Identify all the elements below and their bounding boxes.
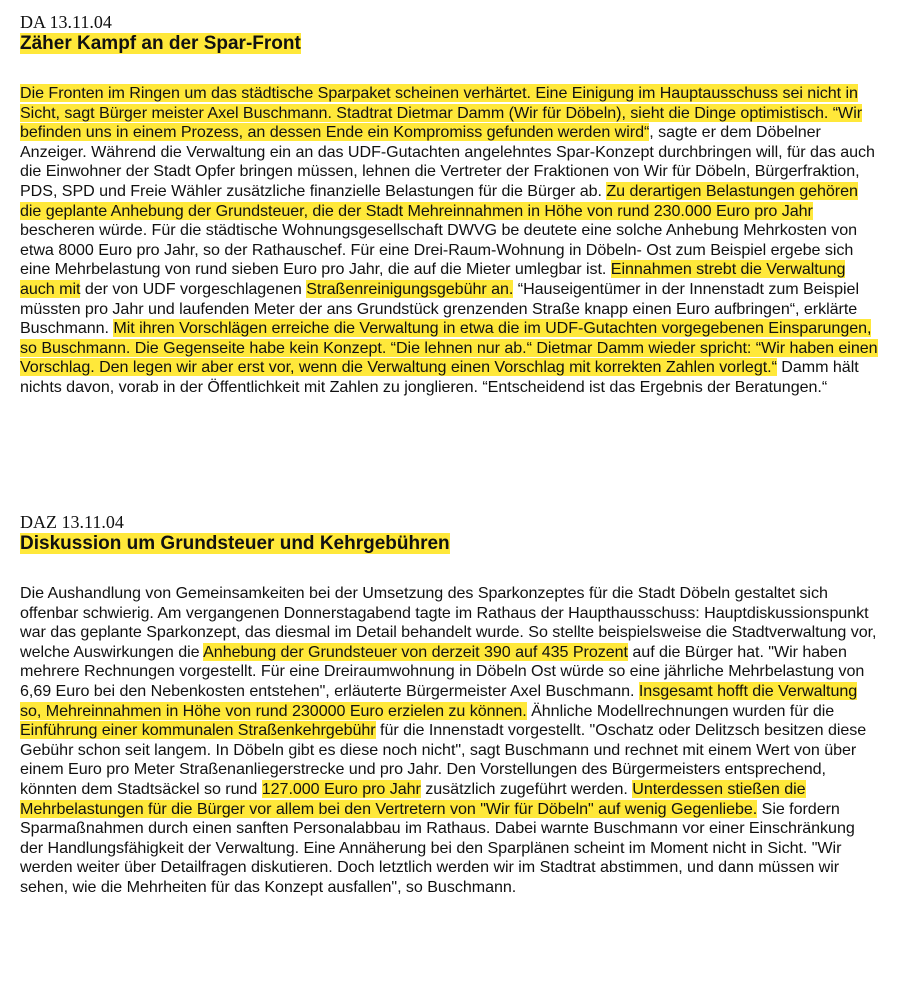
body-segment: zusätzlich zugeführt werden.: [420, 779, 633, 798]
body-segment: 127.000 Euro pro Jahr: [261, 779, 421, 798]
body-segment: “Hauseigentümer in der Innenstadt zum Beispiel müssten pro Jahr und laufenden Meter der ans Grundstück grenzenden Straße knapp einen Euro aufbringen“, erklärte Buschmann.: [20, 279, 859, 338]
body-segment: Die Aushandlung von Gemeinsamkeiten bei der Umsetzung des Sparkonzeptes für die Stadt Döbeln gestaltet sich offenbar schwierig. Am vergangenen Donnerstagabend tagte im Rathaus der Haupthausschuss: Hauptdiskussionspunkt war das geplante Sparkonzept, das diesmal im Detail behandelt wurde. So stellte beispielsweise die Stadtverwaltung vor, welche Auswirkungen die: [20, 584, 877, 661]
article-daz: [20, 512, 880, 898]
body-segment: Sie fordern Sparmaßnahmen durch einen sanften Personalabbau im Rathaus. Dabei warnte Buschmann vor einer Einschränkung der Handlungsfähigkeit der Verwaltung. Eine Annäherung bei den Sparplänen scheint im Moment nicht in Sicht. "Wir werden weiter über Detailfragen diskutieren. Doch letztlich werden wir im Stadtrat abstimmen, und dann müssen wir sehen, wie die Mehrheiten für das Konzept ausfallen", so Buschmann.: [20, 799, 855, 896]
body-segment: Zu derartigen Belastungen gehören die geplante Anhebung der Grundsteuer, die der Stadt Mehreinnahmen in Höhe von rund 230.000 Euro pro Jahr: [20, 181, 858, 220]
headline-text: Zäher Kampf an der Spar-Front: [20, 33, 301, 54]
headline-text: Diskussion um Grundsteuer und Kehrgebühren: [20, 533, 450, 554]
article-headline: [20, 32, 880, 56]
body-segment: Unterdessen stießen die Mehrbelastungen für die Bürger vor allem bei den Vertretern von "Wir für Döbeln" auf wenig Gegenliebe.: [20, 779, 806, 818]
body-segment: der von UDF vorgeschlagenen: [80, 279, 307, 298]
article-da: [20, 12, 880, 398]
body-segment: Einführung einer kommunalen Straßenkehrgebühr: [20, 721, 376, 740]
body-segment: bescheren würde. Für die städtische Wohnungsgesellschaft DWVG be deutete eine solche Anhebung Mehrkosten von etwa 8000 Euro pro Jahr, so der Rathauschef. Für eine Drei-Raum-Wohnung in Döbeln- Ost zum Beispiel ergebe sich eine Mehrbelastung von rund sieben Euro pro Jahr, die auf die Mieter umlegbar ist.: [20, 221, 858, 279]
body-segment: Damm hält nichts davon, vorab in der Öffentlichkeit mit Zahlen zu jonglieren. “Entscheidend ist das Ergebnis der Beratungen.“: [20, 358, 859, 396]
article-headline: [20, 532, 880, 556]
body-segment: für die Innenstadt vorgestellt. "Oschatz oder Delitzsch besitzen diese Gebühr schon seit langem. In Döbeln gibt es diese noch nicht", sagt Buschmann und rechnet mit einem Wert von über einem Euro pro Meter Straßenanliegerstrecke und pro Jahr. Den Vorstellungen des Bürgermeisters entsprechend, könnten dem Stadtsäckel so rund: [20, 721, 867, 798]
body-segment: auf die Bürger hat. "Wir haben mehrere Rechnungen vorgestellt. Für eine Dreiraumwohnung in Döbeln Ost würde so eine jährliche Mehrbelastung von 6,69 Euro bei den Nebenkosten entstehen", erläuterte Bürgermeister Axel Buschmann.: [20, 642, 865, 700]
body-segment: , sagte er dem Döbelner Anzeiger. Während die Verwaltung ein an das UDF-Gutachten angelehntes Spar-Konzept durchbringen will, für das auch die Einwohner der Stadt Opfer bringen müssen, lehnen die Vertreter der Fraktionen von Wir für Döbeln, Bürgerfraktion, PDS, SPD und Freie Wähler zusätzliche finanzielle Belastungen für die Bürger ab.: [20, 123, 875, 200]
body-segment: Die Fronten im Ringen um das städtische Sparpaket scheinen verhärtet. Eine Einigung im Hauptausschuss sei nicht in Sicht, sagt Bürger meister Axel Buschmann. Stadtrat Dietmar Damm (Wir für Döbeln), sieht die Dinge optimistisch. “Wir befinden uns in einem Prozess, an dessen Ende ein Kompromiss gefunden werden wird“: [20, 84, 863, 142]
body-segment: Straßenreinigungsgebühr an.: [306, 279, 514, 298]
body-segment: Anhebung der Grundsteuer von derzeit 390 auf 435 Prozent: [203, 642, 628, 661]
body-segment: Mit ihren Vorschlägen erreiche die Verwaltung in etwa die im UDF-Gutachten vorgegebenen Einsparungen, so Buschmann. Die Gegenseite habe kein Konzept. “Die lehnen nur ab.“ Dietmar Damm wieder spricht: “Wir haben einen Vorschlag. Den legen wir aber erst vor, wenn die Verwaltung einen Vorschlag mit korrekten Zahlen vorlegt.“: [20, 319, 878, 377]
body-segment: Ähnliche Modellrechnungen wurden für die: [526, 701, 835, 720]
article-body: [20, 584, 880, 898]
body-segment: Einnahmen strebt die Verwaltung auch mit: [20, 260, 846, 298]
article-dateline: DA 13.11.04: [20, 12, 112, 32]
article-body: [20, 84, 880, 398]
body-segment: Insgesamt hofft die Verwaltung so, Mehreinnahmen in Höhe von rund 230000 Euro erzielen zu können.: [20, 681, 858, 720]
article-dateline: DAZ 13.11.04: [20, 512, 124, 532]
